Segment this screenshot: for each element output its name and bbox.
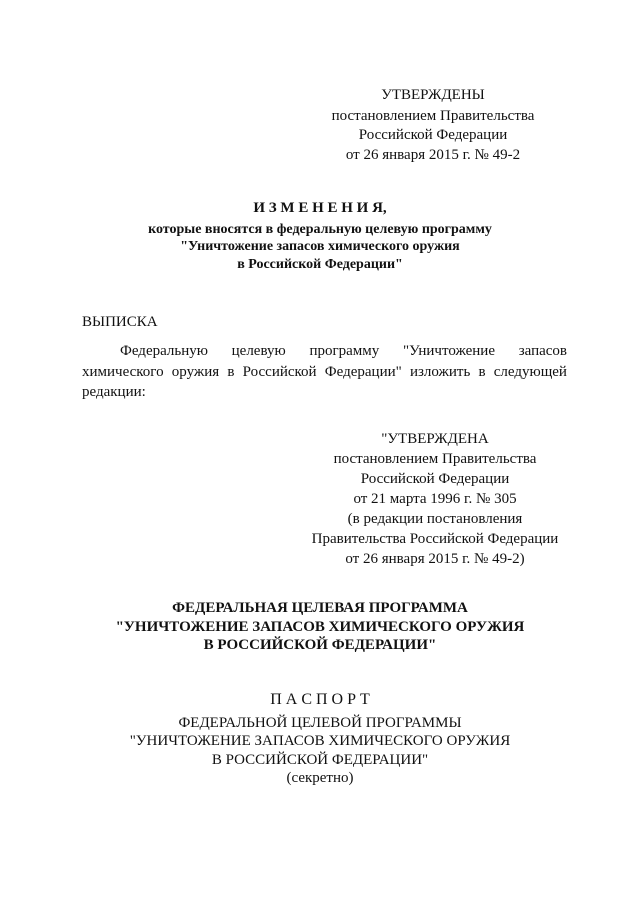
paragraph-word: целевую (231, 343, 286, 359)
paragraph-word: изложить (409, 363, 471, 380)
approval-header (318, 86, 548, 165)
paragraph-line (82, 362, 567, 383)
changes-subtitle-line: "Уничтожение запасов химического оружия (180, 239, 460, 254)
changes-subtitle-line: которые вносятся в федеральную целевую программу (148, 221, 492, 237)
paragraph-word: в (227, 363, 235, 380)
approval-line: от 26 января 2015 г. № 49-2 (345, 146, 521, 163)
program-title-line: ФЕДЕРАЛЬНАЯ ЦЕЛЕВАЯ ПРОГРАММА (172, 600, 468, 616)
passport-line: "УНИЧТОЖЕНИЕ ЗАПАСОВ ХИМИЧЕСКОГО ОРУЖИЯ (129, 733, 511, 749)
paragraph-word: "Уничтожение (402, 343, 495, 359)
paragraph-word: запасов (518, 343, 567, 359)
passport-block (60, 691, 580, 788)
paragraph-word: Федеральную (120, 343, 208, 359)
approval-title: УТВЕРЖДЕНЫ (381, 87, 485, 103)
passport-title: П А С П О Р Т (270, 691, 370, 708)
paragraph-line (82, 341, 567, 362)
paragraph-word: программу (309, 343, 380, 359)
paragraph-word: Российской (242, 363, 317, 380)
paragraph-word: химического (82, 363, 164, 380)
approval2-line: от 26 января 2015 г. № 49-2) (345, 551, 525, 567)
approval-line: постановлением Правительства (331, 107, 535, 124)
changes-title: И З М Е Н Е Н И Я, (253, 200, 387, 216)
paragraph-word: Федерации" (324, 363, 402, 380)
paragraph-word: в (478, 363, 486, 380)
changes-subtitle-line: в Российской Федерации" (237, 256, 403, 272)
body-paragraph (82, 341, 567, 403)
approval-line: Российской Федерации (358, 127, 508, 143)
approval2-line: Правительства Российской Федерации (311, 531, 559, 547)
program-title (60, 599, 580, 655)
approval-block-2 (305, 429, 565, 569)
program-title-line: "УНИЧТОЖЕНИЕ ЗАПАСОВ ХИМИЧЕСКОГО ОРУЖИЯ (115, 618, 525, 635)
approval2-line: постановлением Правительства (333, 451, 537, 467)
passport-line: ФЕДЕРАЛЬНОЙ ЦЕЛЕВОЙ ПРОГРАММЫ (178, 714, 462, 731)
secrecy-note: (секретно) (286, 770, 354, 786)
paragraph-word: оружия (171, 363, 220, 380)
changes-heading (60, 200, 580, 273)
program-title-line: В РОССИЙСКОЙ ФЕДЕРАЦИИ" (203, 637, 437, 653)
paragraph-line: редакции: (82, 384, 146, 400)
passport-line: В РОССИЙСКОЙ ФЕДЕРАЦИИ" (211, 751, 429, 768)
approval2-line: (в редакции постановления (347, 511, 523, 527)
paragraph-word: следующей (493, 363, 567, 380)
approval2-title: "УТВЕРЖДЕНА (381, 431, 489, 447)
approval2-line: от 21 марта 1996 г. № 305 (353, 491, 517, 507)
approval2-line: Российской Федерации (360, 471, 510, 487)
extract-label: ВЫПИСКА (82, 314, 158, 330)
